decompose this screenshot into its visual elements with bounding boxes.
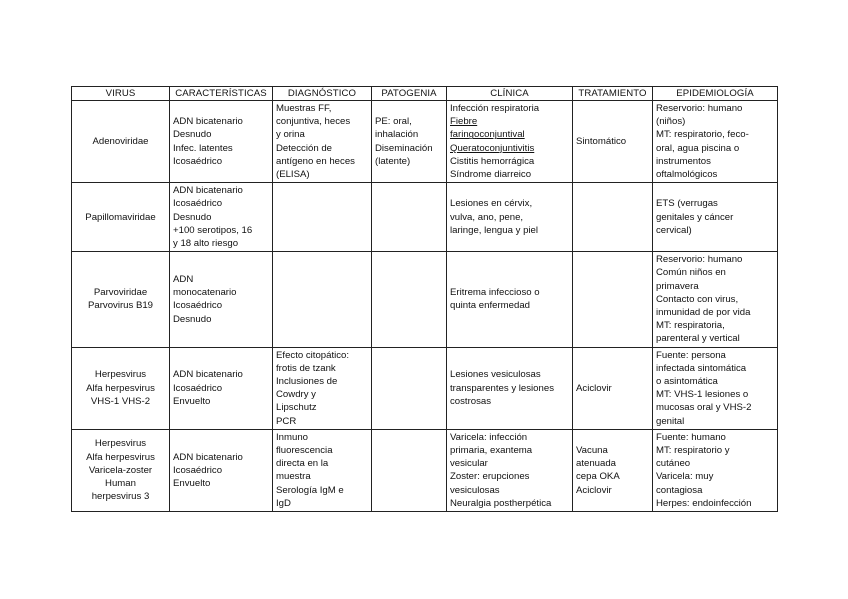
cell-patogenia <box>372 183 447 252</box>
cell-line: Alfa herpesvirus <box>86 451 155 463</box>
table-row <box>72 252 778 347</box>
cell-line: (latente) <box>375 155 411 167</box>
cell-line: parenteral y vertical <box>656 333 740 345</box>
header-epidemiologia: EPIDEMIOLOGÍA <box>653 87 778 101</box>
cell-epidemiologia <box>653 101 778 183</box>
cell-line: MT: VHS-1 lesiones o <box>656 389 749 401</box>
table-row <box>72 429 778 511</box>
table-row <box>72 101 778 183</box>
cell-line: Varicela: muy <box>656 471 714 483</box>
cell-line: primavera <box>656 280 699 292</box>
cell-line: MT: respiratorio y <box>656 445 730 457</box>
header-virus: VIRUS <box>72 87 170 101</box>
cell-tratamiento <box>573 183 653 252</box>
cell-line: transparentes y lesiones <box>450 382 554 394</box>
cell-line: Detección de <box>276 142 332 154</box>
cell-line: Efecto citopático: <box>276 349 350 361</box>
cell-line: fluorescencia <box>276 445 333 457</box>
cell-line: Parvovirus B19 <box>87 300 154 312</box>
cell-line: Sintomático <box>576 136 627 147</box>
cell-line: mucosas oral y VHS-2 <box>656 402 752 414</box>
cell-diagnostico <box>273 183 372 252</box>
cell-line: vesiculosas <box>450 484 500 496</box>
cell-line: o asintomática <box>656 376 718 388</box>
cell-line: Varicela: infección <box>450 431 528 443</box>
cell-line: Papillomaviridae <box>85 211 156 223</box>
cell-line: genital <box>656 415 685 427</box>
cell-line: oral, agua piscina o <box>656 142 740 154</box>
header-clinica: CLÍNICA <box>447 87 573 101</box>
cell-line: Parvoviridae <box>93 287 148 299</box>
cell-line: costrosas <box>450 395 492 407</box>
cell-line: vesicular <box>450 458 488 470</box>
cell-line: Muestras FF, <box>276 103 332 114</box>
cell-epidemiologia <box>653 347 778 429</box>
header-tratamiento: TRATAMIENTO <box>573 87 653 101</box>
cell-line: Desnudo <box>173 211 212 223</box>
cell-line: cutáneo <box>656 458 691 470</box>
cell-line: Reservorio: humano <box>656 103 743 114</box>
cell-line: directa en la <box>276 458 329 470</box>
cell-line: antígeno en heces <box>276 155 355 167</box>
cell-line: infectada sintomática <box>656 362 747 374</box>
cell-line: Zoster: erupciones <box>450 471 530 483</box>
header-patogenia: PATOGENIA <box>372 87 447 101</box>
cell-line: ADN <box>173 274 194 286</box>
cell-line: ADN bicatenario <box>173 185 243 197</box>
cell-line: quinta enfermedad <box>450 300 531 312</box>
cell-line: PCR <box>276 415 297 427</box>
cell-caracteristicas <box>170 101 273 183</box>
cell-line: Cistitis hemorrágica <box>450 155 535 167</box>
cell-diagnostico <box>273 252 372 347</box>
cell-line: Reservorio: humano <box>656 254 743 266</box>
cell-line: laringe, lengua y piel <box>450 224 539 236</box>
cell-tratamiento <box>573 429 653 511</box>
cell-caracteristicas <box>170 252 273 347</box>
cell-line: Icosaédrico <box>173 464 223 476</box>
table-body <box>72 101 778 512</box>
cell-line: Envuelto <box>173 478 211 490</box>
cell-line: Contacto con virus, <box>656 293 739 305</box>
cell-line: genitales y cáncer <box>656 211 734 223</box>
cell-clinica <box>447 252 573 347</box>
cell-line: Lesiones vesiculosas <box>450 369 541 381</box>
cell-line: Adenoviridae <box>92 136 149 147</box>
cell-line: Inmuno <box>276 431 308 443</box>
cell-line: Aciclovir <box>576 484 612 496</box>
cell-diagnostico <box>273 429 372 511</box>
virus-table <box>71 86 778 512</box>
cell-line: Común niños en <box>656 267 726 279</box>
cell-line: contagiosa <box>656 484 703 496</box>
cell-line: Icosaédrico <box>173 300 223 312</box>
cell-diagnostico <box>273 101 372 183</box>
cell-line: Neuralgia postherpética <box>450 497 552 509</box>
cell-line: Serología IgM e <box>276 484 344 496</box>
cell-clinica <box>447 101 573 183</box>
cell-line: Infec. latentes <box>173 142 233 154</box>
cell-line: VHS-1 VHS-2 <box>90 395 151 407</box>
cell-patogenia <box>372 347 447 429</box>
cell-virus <box>72 347 170 429</box>
cell-line: MT: respiratorio, feco- <box>656 129 749 141</box>
cell-line: MT: respiratoria, <box>656 320 725 332</box>
cell-line: Icosaédrico <box>173 198 223 210</box>
cell-line: ADN bicatenario <box>173 116 243 128</box>
cell-line: Herpes: endoinfección <box>656 497 752 509</box>
cell-line: Cowdry y <box>276 389 316 401</box>
cell-line: vulva, ano, pene, <box>450 211 524 223</box>
cell-virus <box>72 429 170 511</box>
cell-line: Queratoconjuntivitis <box>450 142 535 154</box>
cell-line: Inclusiones de <box>276 376 338 388</box>
cell-epidemiologia <box>653 252 778 347</box>
cell-virus <box>72 252 170 347</box>
cell-line: ADN bicatenario <box>173 451 243 463</box>
cell-epidemiologia <box>653 429 778 511</box>
cell-line: atenuada <box>576 458 617 470</box>
cell-tratamiento <box>573 101 653 183</box>
cell-line: conjuntiva, heces <box>276 116 351 128</box>
cell-line: Infección respiratoria <box>450 103 540 114</box>
cell-line: Alfa herpesvirus <box>86 382 155 394</box>
table-row <box>72 347 778 429</box>
cell-patogenia <box>372 252 447 347</box>
cell-line: cervical) <box>656 224 692 236</box>
cell-line: frotis de tzank <box>276 362 336 374</box>
cell-epidemiologia <box>653 183 778 252</box>
cell-line: IgD <box>276 497 291 509</box>
cell-patogenia <box>372 101 447 183</box>
cell-line: monocatenario <box>173 287 237 299</box>
cell-clinica <box>447 347 573 429</box>
cell-line: y orina <box>276 129 305 141</box>
cell-tratamiento <box>573 252 653 347</box>
cell-line: cepa OKA <box>576 471 620 483</box>
cell-line: (niños) <box>656 116 686 128</box>
cell-line: Icosaédrico <box>173 155 223 167</box>
cell-line: Desnudo <box>173 313 212 325</box>
cell-line: Herpesvirus <box>94 438 147 450</box>
cell-virus <box>72 183 170 252</box>
cell-line: Diseminación <box>375 142 433 154</box>
cell-line: inhalación <box>375 129 419 141</box>
header-caracteristicas: CARACTERÍSTICAS <box>170 87 273 101</box>
cell-caracteristicas <box>170 347 273 429</box>
cell-line: Lipschutz <box>276 402 317 414</box>
cell-caracteristicas <box>170 429 273 511</box>
cell-line: (ELISA) <box>276 169 310 181</box>
cell-line: ETS (verrugas <box>656 198 718 210</box>
cell-line: ADN bicatenario <box>173 369 243 381</box>
cell-line: Human <box>105 478 136 490</box>
cell-caracteristicas <box>170 183 273 252</box>
cell-line: oftalmológicos <box>656 169 718 181</box>
cell-patogenia <box>372 429 447 511</box>
header-diagnostico: DIAGNÓSTICO <box>273 87 372 101</box>
cell-line: herpesvirus 3 <box>91 491 150 503</box>
cell-line: Eritrema infeccioso o <box>450 287 540 299</box>
cell-line: Lesiones en cérvix, <box>450 198 533 210</box>
cell-line: y 18 alto riesgo <box>173 238 239 250</box>
cell-line: Aciclovir <box>576 382 612 394</box>
table-row <box>72 183 778 252</box>
cell-line: +100 serotipos, 16 <box>173 224 253 236</box>
cell-tratamiento <box>573 347 653 429</box>
cell-line: Varicela-zoster <box>88 464 153 476</box>
cell-line: primaria, exantema <box>450 445 533 457</box>
cell-line: Fuente: persona <box>656 349 726 361</box>
cell-diagnostico <box>273 347 372 429</box>
cell-line: Herpesvirus <box>94 369 147 381</box>
cell-line: Envuelto <box>173 395 211 407</box>
cell-line: Síndrome diarreico <box>450 169 532 181</box>
cell-line: faringoconjuntival <box>450 129 525 141</box>
cell-line: Icosaédrico <box>173 382 223 394</box>
cell-virus <box>72 101 170 183</box>
cell-clinica <box>447 183 573 252</box>
cell-line: Desnudo <box>173 129 212 141</box>
cell-line: Fuente: humano <box>656 431 726 443</box>
cell-line: Fiebre <box>450 116 478 128</box>
cell-line: muestra <box>276 471 311 483</box>
cell-line: instrumentos <box>656 155 711 167</box>
header-row <box>72 87 778 101</box>
cell-line: PE: oral, <box>375 116 412 128</box>
cell-line: Vacuna <box>576 445 608 457</box>
cell-line: inmunidad de por vida <box>656 307 751 319</box>
cell-clinica <box>447 429 573 511</box>
